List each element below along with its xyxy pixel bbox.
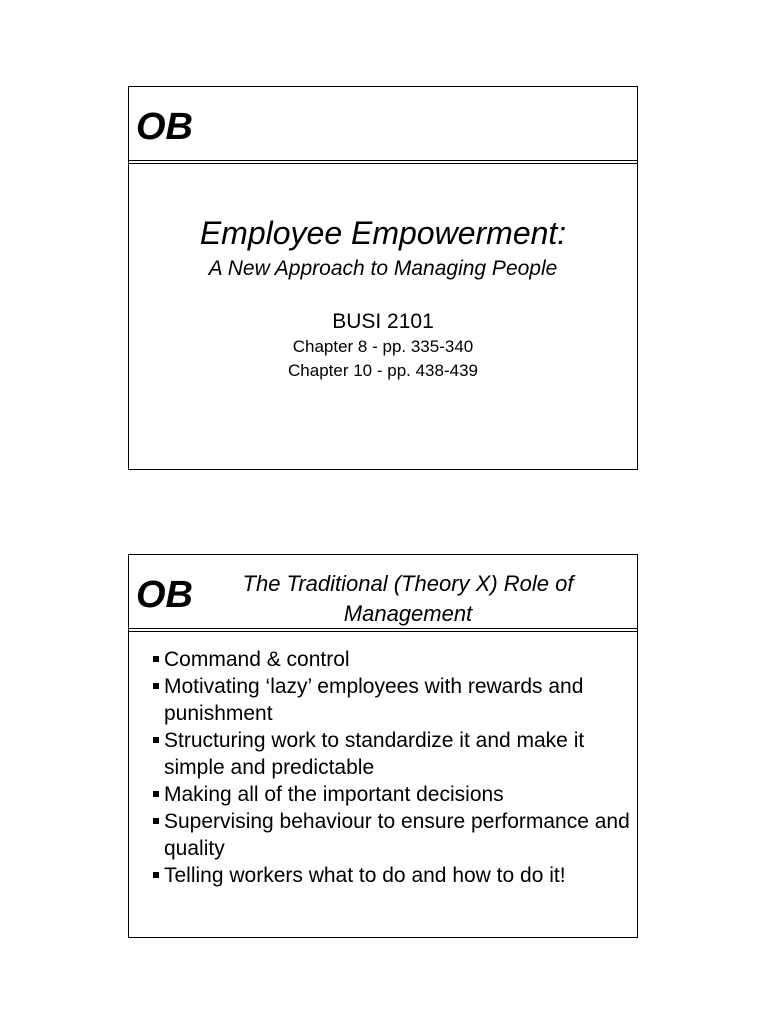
header-divider (129, 160, 637, 164)
slide-traditional-role (128, 554, 638, 938)
slide-heading-line: Management (343, 601, 473, 626)
course-code: BUSI 2101 (332, 310, 434, 333)
list-item-text: Structuring work to standardize it and make it simple and predictable (164, 729, 585, 779)
square-bullet-icon (153, 683, 159, 689)
chapter-reference: Chapter 8 - pp. 335-340 (292, 337, 474, 356)
chapter-reference: Chapter 10 - pp. 438-439 (288, 361, 478, 380)
slide-header (129, 87, 637, 161)
slide-header (129, 555, 637, 629)
square-bullet-icon (153, 656, 159, 662)
header-divider (129, 628, 637, 632)
square-bullet-icon (153, 872, 159, 878)
list-item (151, 781, 631, 808)
list-item-text: Telling workers what to do and how to do it! (164, 864, 566, 887)
square-bullet-icon (153, 791, 159, 797)
slide-heading (209, 569, 607, 629)
ob-logo: OB (136, 106, 193, 148)
slide-employee-empowerment (128, 86, 638, 470)
list-item-text: Motivating ‘lazy’ employees with rewards and punishment (164, 675, 584, 725)
list-item (151, 808, 631, 862)
list-item (151, 673, 631, 727)
list-item (151, 862, 631, 889)
list-item (151, 646, 631, 673)
slide-heading-line: The Traditional (Theory X) Role of (242, 571, 574, 596)
bullet-list (151, 646, 631, 889)
list-item (151, 727, 631, 781)
square-bullet-icon (153, 737, 159, 743)
list-item-text: Command & control (164, 648, 350, 671)
slide-title: Employee Empowerment: (199, 215, 567, 251)
ob-logo: OB (136, 574, 193, 616)
list-item-text: Making all of the important decisions (164, 783, 504, 806)
slide-subtitle: A New Approach to Managing People (208, 257, 558, 280)
list-item-text: Supervising behaviour to ensure performance and quality (164, 810, 630, 860)
square-bullet-icon (153, 818, 159, 824)
